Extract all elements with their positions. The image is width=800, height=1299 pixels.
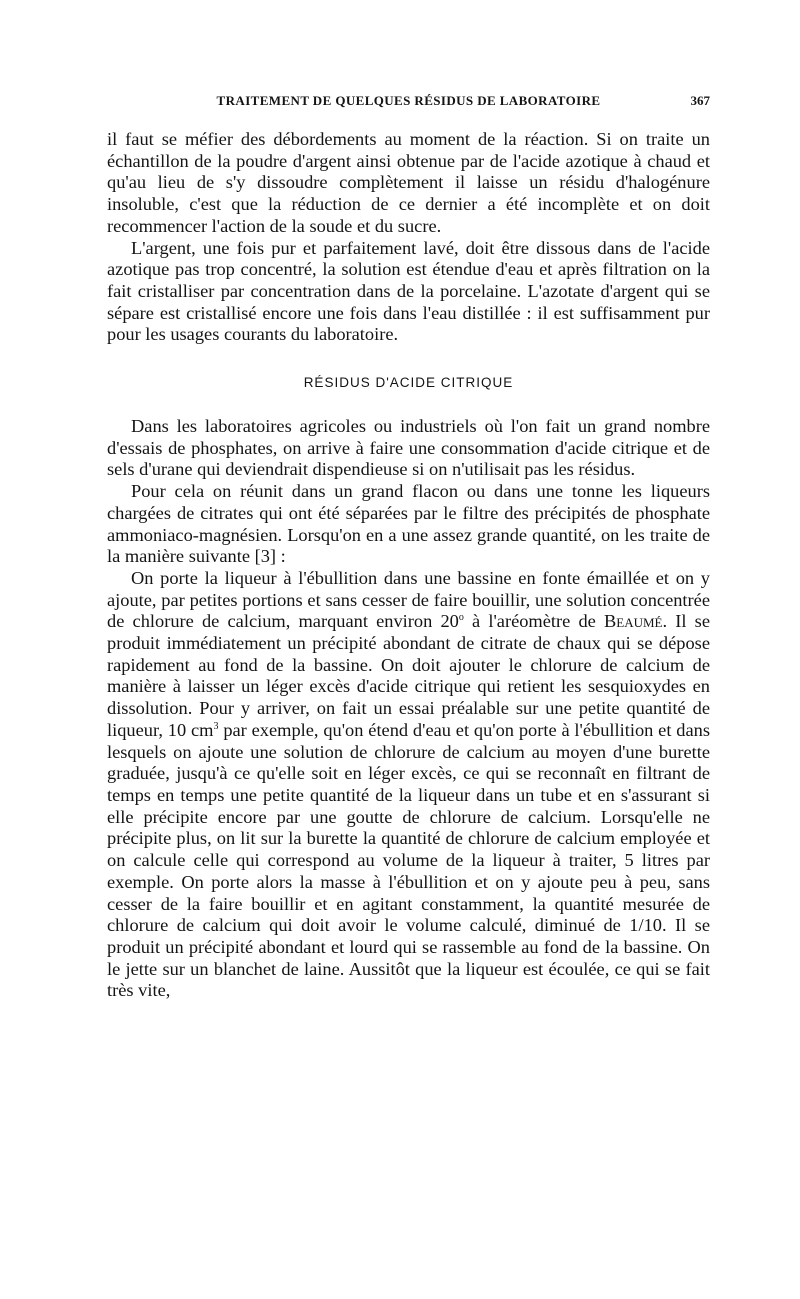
paragraph-citric-intro: Dans les laboratoires agricoles ou industriels où l'on fait un grand nombre d'essais de phosphates, on arrive à faire une consommation d'acide citrique et de sels d'urane qui deviendrait dispendieuse si on n'utilisait pas les résidus. <box>107 416 710 480</box>
running-head <box>107 93 710 115</box>
paragraph-continued: il faut se méfier des débordements au moment de la réaction. Si on traite un échantillon de la poudre d'argent ainsi obtenue par de l'acide azotique à chaud et qu'au lieu de s'y dissoudre complètement il laisse un résidu d'halogénure insoluble, c'est que la réduction de ce dernier a été incomplète et on doit recommencer l'action de la soude et du sucre. <box>107 129 710 236</box>
procedure-text-2: à l'aréomètre de <box>463 611 605 632</box>
running-title: TRAITEMENT DE QUELQUES RÉSIDUS DE LABORATOIRE <box>216 93 601 108</box>
procedure-text-3: . Il se produit immédiatement un précipité abondant de citrate de chaux qui se dépose rapidement au fond de la bassine. On doit ajouter le chlorure de calcium de manière à laisser un léger excès d'acide citrique qui retient les sesquioxydes en dissolution. Pour y arriver, on fait un essai préalable sur une petite quantité de liqueur, 10 cm <box>107 611 710 740</box>
section-heading: RÉSIDUS D'ACIDE CITRIQUE <box>303 375 514 391</box>
cubic-exponent: 3 <box>213 720 219 732</box>
paragraph-silver-nitrate: L'argent, une fois pur et parfaitement lavé, doit être dissous dans de l'acide azotique pas trop concentré, la solution est étendue d'eau et après filtration on la fait cristalliser par concentration dans de la porcelaine. L'azotate d'argent qui se sépare est cristallisé encore une fois dans l'eau distillée : il est suffisamment pur pour les usages courants du laboratoire. <box>107 237 710 345</box>
paragraph-citric-procedure <box>107 568 710 1002</box>
paragraph-citric-collection: Pour cela on réunit dans un grand flacon ou dans une tonne les liqueurs chargées de citrates qui ont été séparées par le filtre des précipités de phosphate ammoniaco-magnésien. Lorsqu'on en a une assez grande quantité, on les traite de la manière suivante [3] : <box>107 481 710 567</box>
page-number: 367 <box>690 93 710 108</box>
degree-mark: o <box>458 612 464 624</box>
procedure-text-1: On porte la liqueur à l'ébullition dans une bassine en fonte émaillée et on y ajoute, par petites portions et sans cesser de faire bouillir, une solution concentrée de chlorure de calcium, marquant environ 20 <box>107 567 710 632</box>
author-name-beaume: Beaumé <box>604 611 663 632</box>
procedure-text-4: par exemple, qu'on étend d'eau et qu'on porte à l'ébullition et dans lesquels on ajoute une solution de chlorure de calcium au moyen d'une burette graduée, jusqu'à ce qu'elle soit en léger excès, ce qui se reconnaît en filtrant de temps en temps une petite quantité de la liqueur dans un tube et en s'assurant si elle précipite encore par une goutte de chlorure de calcium. Lorsqu'elle ne précipite plus, on lit sur la burette la quantité de chlorure de calcium employée et on calcule celle qui correspond au volume de la liqueur à traiter, 5 litres par exemple. On porte alors la masse à l'ébullition et on y ajoute peu à peu, sans cesser de la faire bouillir et en agitant constamment, la quantité mesurée de chlorure de calcium qui doit avoir le volume calculé, diminué de 1/10. Il se produit un précipité abondant et lourd qui se rassemble au fond de la bassine. On le jette sur un blanchet de laine. Aussitôt que la liqueur est écoulée, ce qui se fait très vite, <box>107 719 710 1001</box>
body-text <box>107 129 710 1002</box>
